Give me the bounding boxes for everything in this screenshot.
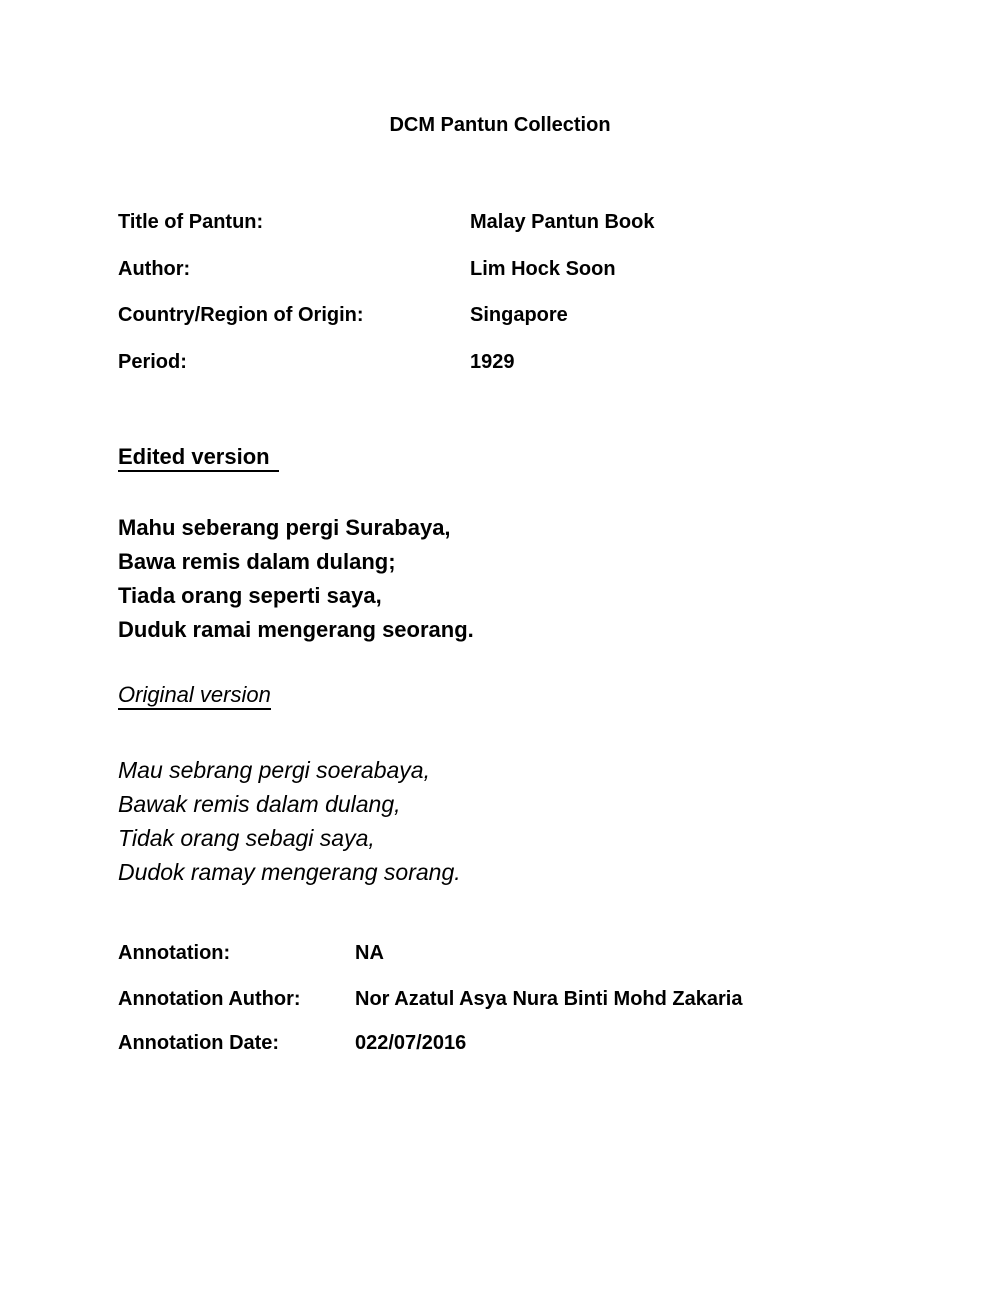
field-label-annotation: Annotation: (118, 942, 231, 964)
original-poem-line-1: Mau sebrang pergi soerabaya, (118, 757, 430, 783)
section-heading-original-version-text: Original version (118, 682, 271, 710)
edited-poem-line-3: Tiada orang seperti saya, (118, 583, 382, 608)
field-label-country-region: Country/Region of Origin: (118, 304, 364, 326)
field-label-annotation-date: Annotation Date: (118, 1032, 280, 1054)
annotation-author-row (118, 986, 742, 1012)
metadata-row-title-of-pantun (118, 209, 654, 235)
annotation-row (118, 940, 384, 966)
field-value-author: Lim Hock Soon (470, 258, 616, 280)
edited-version-poem (118, 511, 474, 647)
field-value-period: 1929 (470, 351, 515, 373)
field-value-country-region: Singapore (470, 304, 568, 326)
section-heading-edited-version (118, 444, 279, 472)
original-version-poem (118, 753, 461, 889)
field-label-annotation-author: Annotation Author: (118, 988, 301, 1010)
section-heading-original-version (118, 682, 271, 710)
section-heading-edited-version-text: Edited version (118, 444, 279, 472)
field-value-annotation-author: Nor Azatul Asya Nura Binti Mohd Zakaria (355, 988, 743, 1010)
original-poem-line-2: Bawak remis dalam dulang, (118, 791, 401, 817)
original-poem-line-3: Tidak orang sebagi saya, (118, 825, 375, 851)
field-value-annotation-date: 022/07/2016 (355, 1032, 467, 1054)
edited-poem-line-4: Duduk ramai mengerang seorang. (118, 617, 474, 642)
field-label-author: Author: (118, 258, 191, 280)
field-value-annotation: NA (355, 942, 384, 964)
field-label-period: Period: (118, 351, 187, 373)
metadata-row-author (118, 256, 616, 282)
metadata-row-period (118, 349, 515, 375)
metadata-row-country-region (118, 302, 568, 328)
field-value-title-of-pantun: Malay Pantun Book (470, 211, 655, 233)
edited-poem-line-1: Mahu seberang pergi Surabaya, (118, 515, 451, 540)
field-label-title-of-pantun: Title of Pantun: (118, 211, 264, 233)
original-poem-line-4: Dudok ramay mengerang sorang. (118, 859, 461, 885)
page-title: DCM Pantun Collection (389, 114, 611, 136)
annotation-date-row (118, 1030, 466, 1056)
edited-poem-line-2: Bawa remis dalam dulang; (118, 549, 396, 574)
